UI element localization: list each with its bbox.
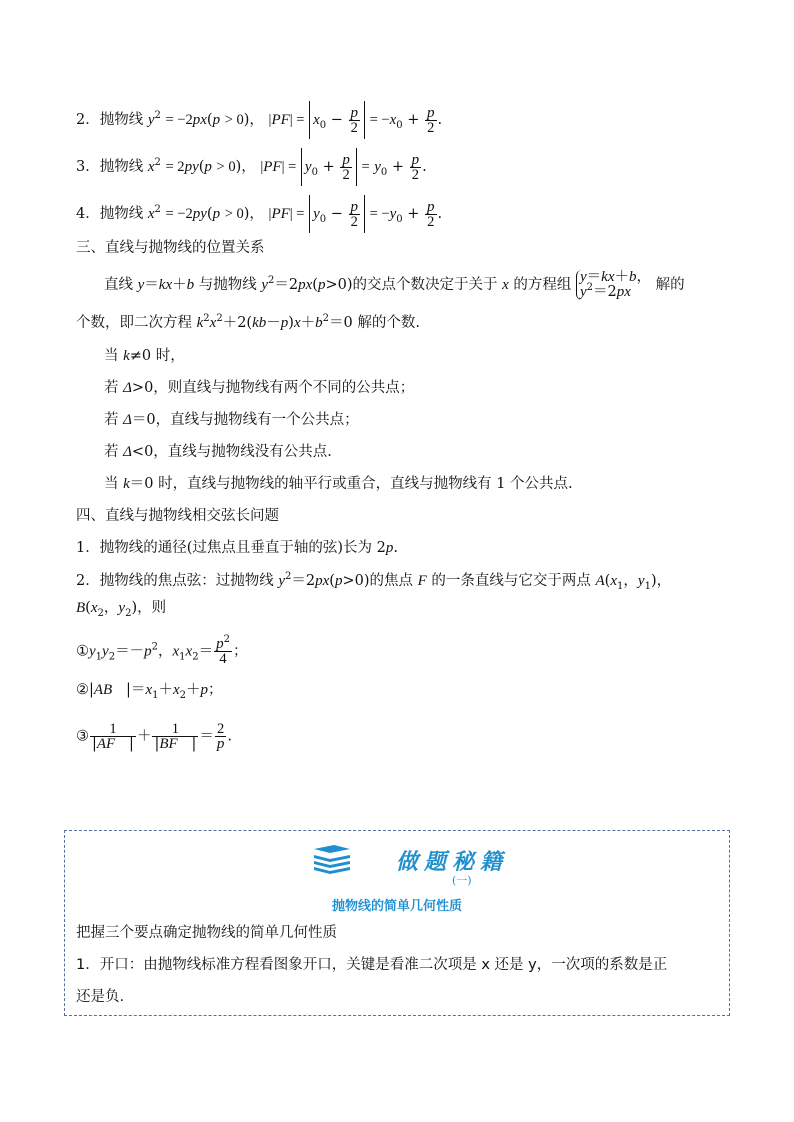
focal-distance-item-3: 3．抛物线 $x^2 = 2py(p > 0)$， $|PF| = y_0$ + $\frac{p}{2}$ = $y_0$ + $\frac{p}{2}$ . [76, 148, 427, 186]
quadratic-equation-line: 个数，即二次方程 $k^2x^2+2(kb-p)x+b^2=0$ 解的个数. [76, 313, 420, 331]
section-3-title: 三、直线与抛物线的位置关系 [76, 240, 265, 256]
property-2: ②|AB $|=x_1+x_2+p$； [76, 682, 223, 701]
stacked-books-icon [312, 843, 352, 875]
focal-chord-line: 2．抛物线的焦点弦：过抛物线 $y^2=2px(p>0)$的焦点 F 的一条直线与它交于两点 $A(x_1$，$y_1$)， [76, 571, 672, 592]
section-4-title: 四、直线与抛物线相交弦长问题 [76, 508, 279, 524]
focal-distance-item-2: 2．抛物线 $y^2 = -2px(p > 0)$， $|PF| = x_0$ − $\frac{p}{2}$ = $-x_0$ + $\frac{p}{2}$ . [76, 101, 442, 139]
case-k-zero: 当 k＝0 时，直线与抛物线的轴平行或重合，直线与抛物线有 1 个公共点. [104, 476, 573, 492]
focal-chord-line-2: $B(x_2$，$y_2$)，则 [76, 600, 167, 619]
property-1: $①y_1y_2=-p^2$，$x_1x_2=$ $\frac{p^2}{4}$ ； [76, 634, 248, 667]
tips-subtitle: 抛物线的简单几何性质 [331, 899, 462, 914]
case-delta-negative: 若 Δ<0，直线与抛物线没有公共点. [104, 444, 332, 460]
focal-distance-item-4: 4．抛物线 $x^2 = -2py(p > 0)$， $|PF| = y_0$ − $\frac{p}{2}$ = $-y_0$ + $\frac{p}{2}$ . [76, 195, 442, 233]
tips-number: (一) [452, 874, 472, 887]
line-parabola-system: 直线 y＝kx＋b 与抛物线 $y^2=2px(p>0)$的交点个数决定于关于 x 的方程组 y＝kx＋b， $y^2=2px$ 解的 [104, 269, 685, 300]
case-delta-zero: 若 Δ＝0，直线与抛物线有一个公共点； [104, 412, 359, 428]
tips-line-3: 还是负. [76, 989, 125, 1005]
latus-rectum-line: 1．抛物线的通径(过焦点且垂直于轴的弦)长为 2p. [76, 540, 398, 556]
case-delta-positive: 若 Δ>0，则直线与抛物线有两个不同的公共点； [104, 380, 415, 396]
property-3: ③ $\frac{1}{|AF |}$ ＋ $\frac{1}{|BF |}$ ＝ $\frac{2}{p}$ . [76, 721, 232, 752]
tips-line-2: 1．开口：由抛物线标准方程看图象开口，关键是看准二次项是 x 还是 y，一次项的系数是正 [76, 957, 668, 973]
case-k-nonzero: 当 k≠0 时， [104, 348, 185, 364]
tips-heading: 做题秘籍 [396, 849, 509, 875]
tips-line-1: 把握三个要点确定抛物线的简单几何性质 [76, 925, 337, 941]
